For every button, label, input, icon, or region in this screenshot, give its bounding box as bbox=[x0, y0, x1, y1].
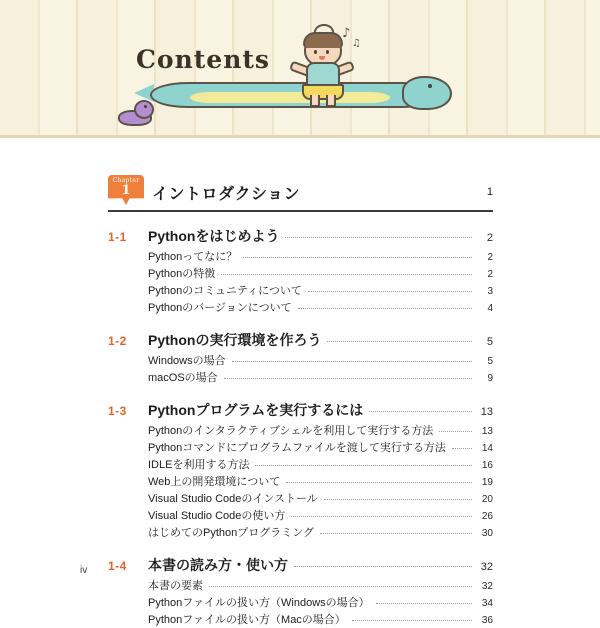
section-page-number: 32 bbox=[480, 561, 493, 573]
list-item[interactable] bbox=[148, 265, 493, 282]
section-number: 1-4 bbox=[108, 559, 127, 573]
toc-section bbox=[108, 226, 493, 316]
entry-title: Pythonのバージョンについて bbox=[148, 302, 292, 314]
leader-dots bbox=[308, 291, 472, 292]
entry-title: 本書の要素 bbox=[148, 580, 203, 592]
girl-illustration bbox=[290, 24, 360, 104]
girl-left-eye-icon bbox=[314, 50, 317, 54]
music-note-icon: ♪ bbox=[342, 26, 351, 41]
entry-title: Pythonのコミュニティについて bbox=[148, 285, 302, 297]
leader-dots bbox=[376, 603, 472, 604]
girl-right-leg-icon bbox=[326, 95, 336, 107]
section-page-number: 2 bbox=[486, 232, 493, 244]
list-item[interactable] bbox=[148, 507, 493, 524]
baby-snake-head-icon bbox=[134, 100, 154, 119]
entry-page-number: 2 bbox=[487, 269, 493, 280]
section-heading[interactable] bbox=[108, 400, 493, 422]
leader-dots bbox=[352, 620, 472, 621]
list-item[interactable] bbox=[148, 352, 493, 369]
list-item[interactable] bbox=[148, 594, 493, 611]
entry-page-number: 2 bbox=[487, 252, 493, 263]
list-item[interactable] bbox=[148, 456, 493, 473]
entry-title: Pythonの特徴 bbox=[148, 268, 216, 280]
list-item[interactable] bbox=[148, 611, 493, 628]
music-note-secondary-icon: ♫ bbox=[352, 38, 361, 49]
entry-title: Visual Studio Codeのインストール bbox=[148, 493, 318, 505]
chapter-badge-number: 1 bbox=[121, 183, 131, 198]
section-entries bbox=[148, 577, 493, 628]
chapter-page-number: 1 bbox=[486, 186, 493, 198]
section-page-number: 13 bbox=[480, 406, 493, 418]
section-heading[interactable] bbox=[108, 226, 493, 248]
snake-head-icon bbox=[402, 76, 452, 110]
leader-dots bbox=[324, 499, 472, 500]
section-title: Pythonをはじめよう bbox=[148, 228, 280, 244]
section-number: 1-1 bbox=[108, 230, 127, 244]
leader-dots bbox=[286, 482, 472, 483]
leader-dots bbox=[439, 431, 472, 432]
list-item[interactable] bbox=[148, 422, 493, 439]
list-item[interactable] bbox=[148, 299, 493, 316]
chapter-badge bbox=[108, 175, 144, 205]
baby-snake-illustration bbox=[118, 98, 152, 124]
entry-page-number: 30 bbox=[481, 528, 493, 539]
table-of-contents bbox=[0, 138, 600, 628]
leader-dots bbox=[452, 448, 472, 449]
entry-title: macOSの場合 bbox=[148, 372, 218, 384]
entry-page-number: 9 bbox=[487, 373, 493, 384]
list-item[interactable] bbox=[148, 524, 493, 541]
entry-page-number: 34 bbox=[481, 598, 493, 609]
leader-dots bbox=[209, 586, 472, 587]
header-band bbox=[0, 0, 600, 138]
section-entries bbox=[148, 422, 493, 541]
section-heading[interactable] bbox=[108, 330, 493, 352]
entry-title: はじめてのPythonプログラミング bbox=[148, 527, 315, 539]
page-title: Contents bbox=[136, 45, 271, 74]
section-heading[interactable] bbox=[108, 555, 493, 577]
leader-dots bbox=[224, 378, 472, 379]
entry-title: Pythonコマンドにプログラムファイルを渡して実行する方法 bbox=[148, 442, 446, 454]
baby-snake-eye-icon bbox=[144, 105, 147, 108]
girl-right-eye-icon bbox=[326, 50, 329, 54]
chapter-heading[interactable] bbox=[108, 178, 493, 212]
entry-page-number: 20 bbox=[481, 494, 493, 505]
toc-section bbox=[108, 400, 493, 541]
girl-left-leg-icon bbox=[310, 95, 320, 107]
entry-title: Web上の開発環境について bbox=[148, 476, 281, 488]
girl-skirt-icon bbox=[302, 84, 344, 100]
leader-dots bbox=[298, 308, 472, 309]
entry-title: Visual Studio Codeの使い方 bbox=[148, 510, 286, 522]
entry-title: Pythonのインタラクティブシェルを利用して実行する方法 bbox=[148, 425, 434, 437]
section-title: 本書の読み方・使い方 bbox=[148, 557, 288, 573]
entry-page-number: 4 bbox=[487, 303, 493, 314]
toc-section bbox=[108, 330, 493, 386]
entry-title: Pythonファイルの扱い方（Windowsの場合） bbox=[148, 597, 370, 609]
list-item[interactable] bbox=[148, 577, 493, 594]
leader-dots bbox=[232, 361, 472, 362]
entry-page-number: 5 bbox=[487, 356, 493, 367]
list-item[interactable] bbox=[148, 282, 493, 299]
girl-hair-icon bbox=[303, 32, 343, 48]
list-item[interactable] bbox=[148, 473, 493, 490]
leader-dots bbox=[285, 237, 472, 238]
section-title: Pythonの実行環境を作ろう bbox=[148, 332, 322, 348]
leader-dots bbox=[221, 274, 472, 275]
toc-section bbox=[108, 555, 493, 628]
entry-title: IDLEを利用する方法 bbox=[148, 459, 250, 471]
section-entries bbox=[148, 248, 493, 316]
section-number: 1-2 bbox=[108, 334, 127, 348]
entry-page-number: 13 bbox=[481, 426, 493, 437]
section-page-number: 5 bbox=[486, 336, 493, 348]
entry-title: Pythonってなに？ bbox=[148, 251, 238, 263]
entry-page-number: 19 bbox=[481, 477, 493, 488]
leader-dots bbox=[243, 257, 472, 258]
leader-dots bbox=[320, 533, 472, 534]
entry-page-number: 14 bbox=[481, 443, 493, 454]
leader-dots bbox=[369, 411, 472, 412]
list-item[interactable] bbox=[148, 490, 493, 507]
list-item[interactable] bbox=[148, 369, 493, 386]
section-number: 1-3 bbox=[108, 404, 127, 418]
leader-dots bbox=[327, 341, 472, 342]
entry-page-number: 16 bbox=[481, 460, 493, 471]
folio-page-number: iv bbox=[80, 565, 88, 576]
leader-dots bbox=[294, 566, 472, 567]
entry-title: Pythonファイルの扱い方（Macの場合） bbox=[148, 614, 346, 626]
section-entries bbox=[148, 352, 493, 386]
snake-eye-icon bbox=[428, 84, 432, 88]
entry-title: Windowsの場合 bbox=[148, 355, 226, 367]
entry-page-number: 26 bbox=[481, 511, 493, 522]
chapter-title: イントロダクション bbox=[152, 186, 301, 203]
leader-dots bbox=[255, 465, 472, 466]
chapter-badge-word: Chapter bbox=[112, 177, 140, 184]
entry-page-number: 3 bbox=[487, 286, 493, 297]
entry-page-number: 36 bbox=[481, 615, 493, 626]
list-item[interactable] bbox=[148, 248, 493, 265]
list-item[interactable] bbox=[148, 439, 493, 456]
section-title: Pythonプログラムを実行するには bbox=[148, 402, 364, 418]
leader-dots bbox=[291, 516, 472, 517]
entry-page-number: 32 bbox=[481, 581, 493, 592]
